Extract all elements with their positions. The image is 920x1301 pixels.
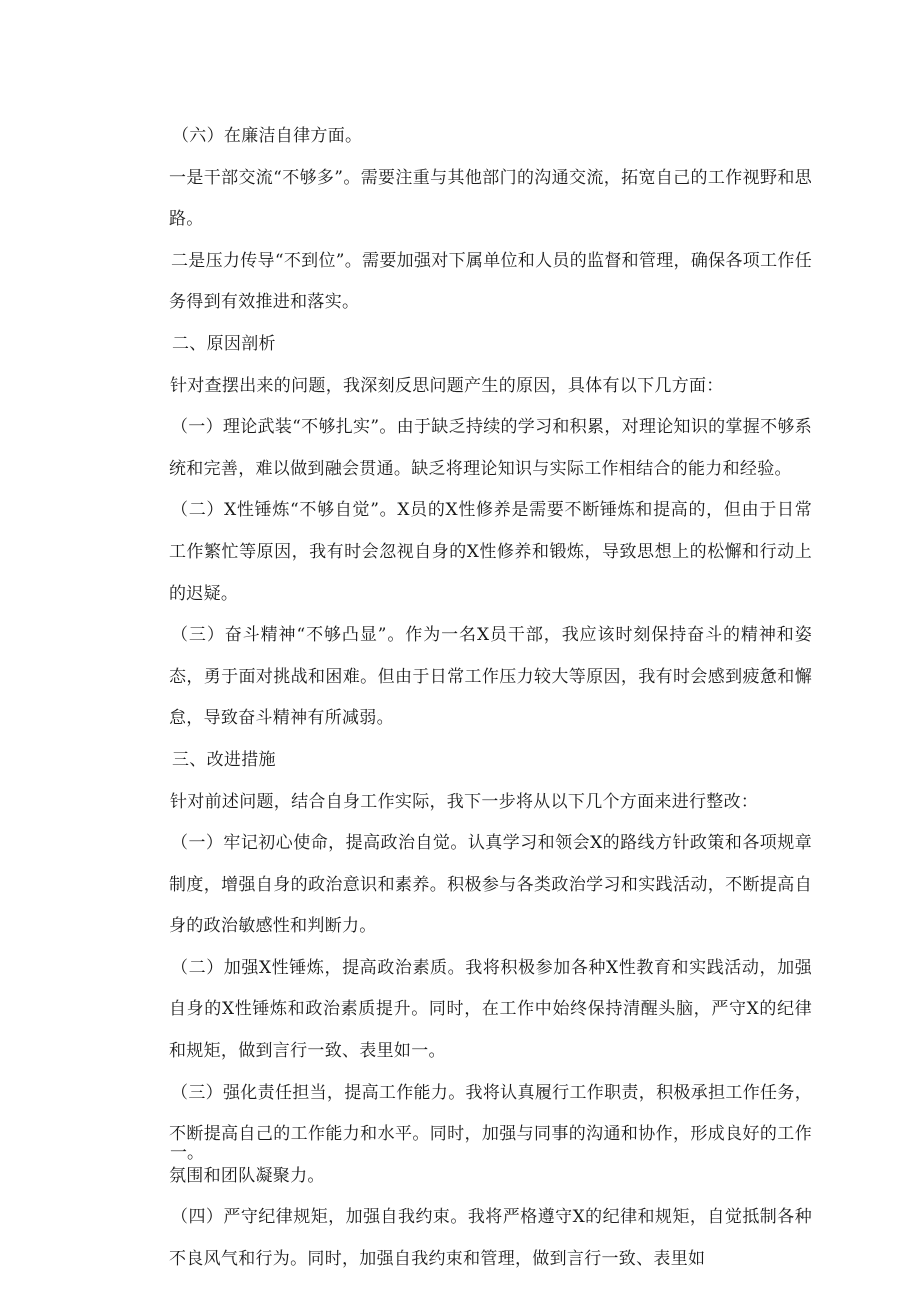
paragraph-measures-intro: 针对前述问题，结合自身工作实际，我下一步将从以下几个方面来进行整改：: [170, 791, 759, 812]
paragraph-measure-mission: （一）牢记初心使命，提高政治自觉。认真学习和领会X的路线方针政策和各项规章制度，增强自身的政治意识和素养。积极参与各类政治学习和实践活动，不断提高自身的政治敏感性和判断力。: [169, 833, 812, 937]
document-body: [170, 116, 812, 1281]
paragraph-cause-intro: 针对查摆出来的问题，我深刻反思问题产生的原因，具体有以下几方面：: [170, 375, 724, 396]
paragraph-measure-responsibility: （三）强化责任担当，提高工作能力。我将认真履行工作职责，积极承担工作任务，不断提高自己的工作能力和水平。同时，加强与同事的沟通和协作，形成良好的工作氛围和团队凝聚力。: [169, 1082, 812, 1186]
paragraph-pressure-transmission: 二是压力传导“不到位”。需要加强对下属单位和人员的监督和管理，确保各项工作任务得到有效推进和落实。: [169, 250, 812, 313]
section-heading-cause-analysis: 二、原因剖析: [172, 333, 276, 354]
paragraph-cause-striving: （三）奋斗精神“不够凸显”。作为一名X员干部，我应该时刻保持奋斗的精神和姿态，勇于面对挑战和困难。但由于日常工作压力较大等原因，我有时会感到疲惫和懈怠，导致奋斗精神有所减弱。: [169, 625, 812, 729]
paragraph-tail-fragment: 一。: [170, 1143, 204, 1163]
section-subheading-integrity: （六）在廉洁自律方面。: [172, 126, 363, 146]
section-heading-improvement-measures: 三、改进措施: [172, 749, 276, 770]
paragraph-measure-discipline: （四）严守纪律规矩，加强自我约束。我将严格遵守X的纪律和规矩，自觉抵制各种不良风气和行为。同时，加强自我约束和管理，做到言行一致、表里如: [169, 1207, 812, 1270]
paragraph-cause-tempering: （二）X性锤炼“不够自觉”。X员的X性修养是需要不断锤炼和提高的，但由于日常工作繁忙等原因，我有时会忽视自身的X性修养和锻炼，导致思想上的松懈和行动上的迟疑。: [169, 500, 812, 604]
paragraph-cadre-exchange: 一是干部交流“不够多”。需要注重与其他部门的沟通交流，拓宽自己的工作视野和思路。: [169, 167, 812, 230]
paragraph-measure-tempering: （二）加强X性锤炼，提高政治素质。我将积极参加各种X性教育和实践活动，加强自身的X性锤炼和政治素质提升。同时，在工作中始终保持清醒头脑，严守X的纪律和规矩，做到言行一致、表里如一。: [169, 957, 812, 1062]
paragraph-cause-theory: （一）理论武装“不够扎实”。由于缺乏持续的学习和积累，对理论知识的掌握不够系统和完善，难以做到融会贯通。缺乏将理论知识与实际工作相结合的能力和经验。: [169, 417, 812, 479]
